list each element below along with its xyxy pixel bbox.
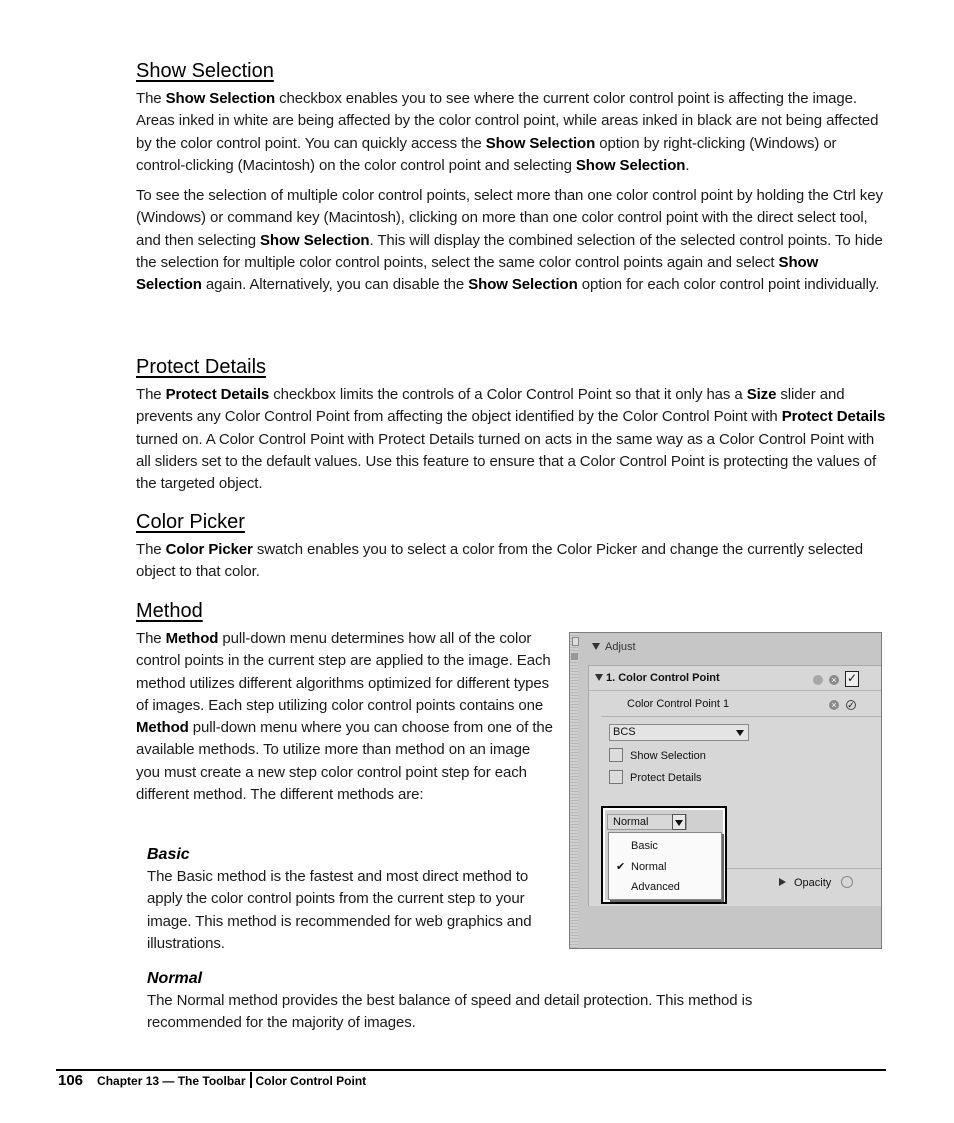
divider xyxy=(601,716,882,717)
paragraph: To see the selection of multiple color control points, select more than one color control point by holding the Ctrl key (Windows) or command key (Macintosh), clicking on more than one color control point with the direct select tool, and then selecting Show Selection. This will display the combined selection of the selected control points. To hide the selection for multiple color control points, select the same color control points again and select Show Selection again. Alternatively, you can disable the Show Selection option for each color control point individually. xyxy=(136,187,883,294)
show-selection-checkbox[interactable] xyxy=(609,748,623,762)
heading-protect-details: Protect Details xyxy=(136,356,267,378)
footer-rule xyxy=(56,1069,886,1071)
heading-normal: Normal xyxy=(147,970,203,987)
protect-details-checkbox[interactable] xyxy=(609,770,623,784)
method-menu xyxy=(608,832,722,900)
section-title: Color Control Point xyxy=(255,1074,367,1088)
chevron-down-icon xyxy=(736,730,744,736)
protect-details-label: Protect Details xyxy=(630,772,702,784)
paragraph: The Basic method is the fastest and most direct method to apply the color control points from the current step to your image. This method is recommended for web graphics and illustrations. xyxy=(147,868,532,952)
method-dropdown[interactable]: Normal xyxy=(607,814,687,830)
subsection-normal xyxy=(147,968,847,1035)
section-show-selection xyxy=(136,58,886,297)
visibility-dot-icon[interactable] xyxy=(813,675,823,685)
paragraph: The Method pull-down menu determines how all of the color control points in the current step are applied to the image. Each method utilizes different algorithms optimized for different types of images. Each step utilizing color control points contains one Method pull-down menu where you can choose from one of the available methods. To utilize more than method on an image you must create a new step color control point step for each different method. The different methods are: xyxy=(136,630,553,804)
heading-basic: Basic xyxy=(147,846,190,863)
footer xyxy=(58,1072,366,1089)
expand-triangle-icon xyxy=(595,674,603,681)
bcs-dropdown[interactable]: BCS xyxy=(609,724,749,741)
divider xyxy=(589,690,882,691)
heading-color-picker: Color Picker xyxy=(136,511,245,533)
menu-item-basic[interactable]: Basic xyxy=(631,840,658,852)
show-selection-label: Show Selection xyxy=(630,750,706,762)
ccp-title[interactable]: 1. Color Control Point xyxy=(595,672,720,684)
enable-step-checkbox[interactable]: ✓ xyxy=(846,671,858,685)
ccp-item-label[interactable]: Color Control Point 1 xyxy=(627,698,730,710)
opacity-radio[interactable] xyxy=(841,876,853,888)
enable-point-icon[interactable]: ✓ xyxy=(847,700,855,710)
delete-point-icon[interactable]: × xyxy=(829,700,839,710)
adjust-label: Adjust xyxy=(605,641,636,653)
dropdown-button[interactable] xyxy=(672,814,686,830)
method-popup-callout xyxy=(601,806,727,904)
section-protect-details xyxy=(136,354,886,495)
section-color-picker xyxy=(136,509,886,584)
opacity-row[interactable]: Opacity xyxy=(779,876,853,889)
expand-triangle-icon xyxy=(779,878,786,886)
menu-item-normal[interactable]: Normal xyxy=(631,861,667,873)
expand-triangle-icon xyxy=(592,643,600,650)
separator xyxy=(250,1072,252,1088)
chapter-title: Chapter 13 — The Toolbar xyxy=(97,1074,246,1088)
panel-gutter xyxy=(570,633,578,948)
pin-icon xyxy=(572,637,579,646)
heading-show-selection: Show Selection xyxy=(136,60,274,82)
subsection-basic xyxy=(147,844,557,955)
chevron-down-icon xyxy=(675,820,683,826)
paragraph: The Normal method provides the best balance of speed and detail protection. This method is recommended for the majority of images. xyxy=(147,992,753,1032)
collapse-icon xyxy=(571,653,578,660)
section-method xyxy=(136,598,554,806)
checkmark-icon: ✔ xyxy=(616,861,626,873)
paragraph: The Protect Details checkbox limits the controls of a Color Control Point so that it only has a Size slider and prevents any Color Control Point from affecting the object identified by the Color Control Point with Protect Details turned on. A Color Control Point with Protect Details turned on acts in the same way as a Color Control Point with all sliders set to the default values. Use this feature to ensure that a Color Control Point is protecting the values of the targeted object. xyxy=(136,386,886,493)
menu-item-advanced[interactable]: Advanced xyxy=(631,881,680,893)
paragraph: The Show Selection checkbox enables you to see where the current color control point is affecting the image. Areas inked in white are being affected by the color control point, while areas inked in black are not being affected by the color control point. You can quickly access the Show Selection option by right-clicking (Windows) or control-clicking (Macintosh) on the color control point and selecting Show Selection. xyxy=(136,90,879,174)
paragraph: The Color Picker swatch enables you to select a color from the Color Picker and change the currently selected object to that color. xyxy=(136,541,863,581)
heading-method: Method xyxy=(136,600,203,622)
delete-icon[interactable]: × xyxy=(829,675,839,685)
page-number: 106 xyxy=(58,1072,84,1089)
adjust-header[interactable] xyxy=(592,641,636,653)
